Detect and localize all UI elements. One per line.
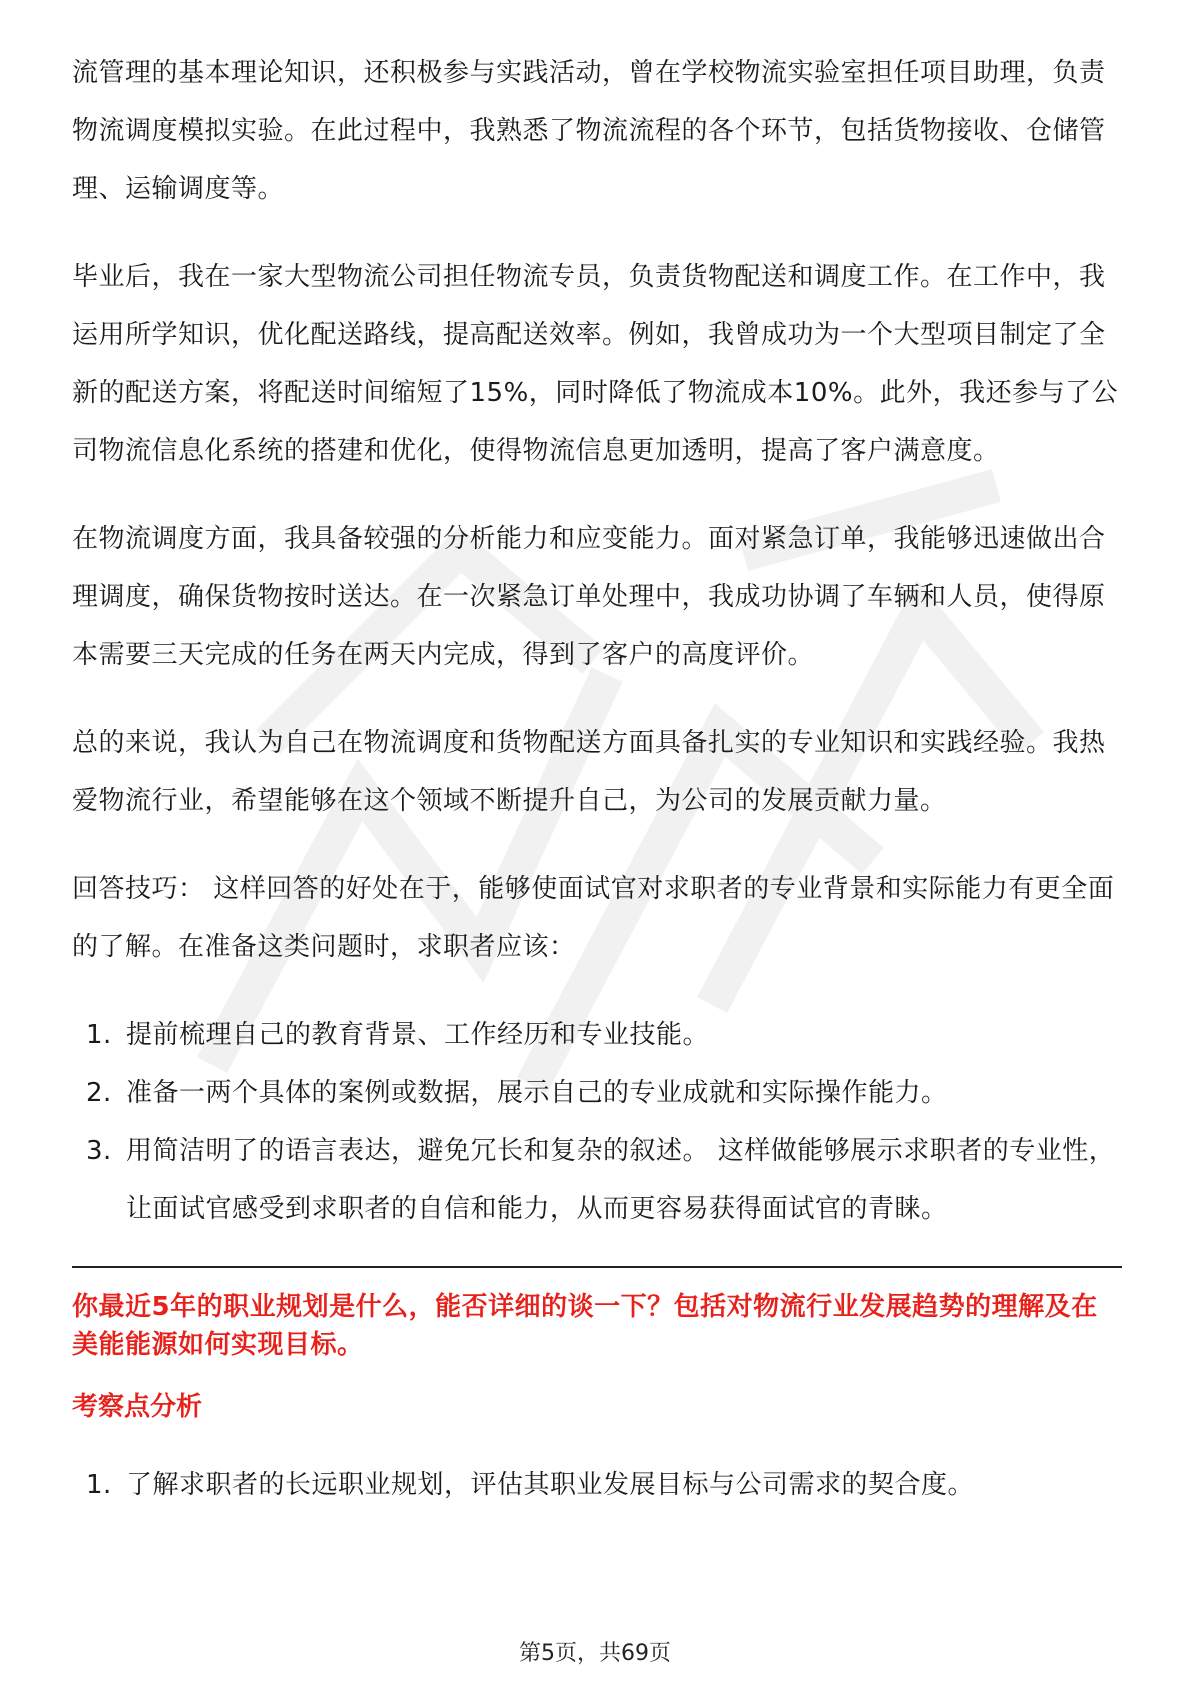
body-paragraph: 流管理的基本理论知识，还积极参与实践活动，曾在学校物流实验室担任项目助理，负责物流调度模拟实验。在此过程中，我熟悉了物流流程的各个环节，包括货物接收、仓储管理、运输调度等。 [72, 58, 1106, 204]
list-item-text: 了解求职者的长远职业规划，评估其职业发展目标与公司需求的契合度。 [126, 1470, 975, 1500]
body-paragraph: 在物流调度方面，我具备较强的分析能力和应变能力。面对紧急订单，我能够迅速做出合理调度，确保货物按时送达。在一次紧急订单处理中，我成功协调了车辆和人员，使得原本需要三天完成的任务在两天内完成，得到了客户的高度评价。 [72, 524, 1106, 670]
section-heading: 考察点分析 [72, 1392, 203, 1422]
analysis-list [72, 1456, 1122, 1514]
list-item-text: 用简洁明了的语言表达，避免冗长和复杂的叙述。 这样做能够展示求职者的专业性，让面试官感受到求职者的自信和能力，从而更容易获得面试官的青睐。 [126, 1136, 1116, 1224]
list-item [72, 1064, 1122, 1122]
section-divider [72, 1266, 1122, 1268]
list-item [72, 1122, 1122, 1238]
body-paragraph: 总的来说，我认为自己在物流调度和货物配送方面具备扎实的专业知识和实践经验。我热爱物流行业，希望能够在这个领域不断提升自己，为公司的发展贡献力量。 [72, 728, 1106, 816]
list-item [72, 1006, 1122, 1064]
list-number: 2. [86, 1078, 112, 1108]
page-footer: 第5页，共69页 [519, 1641, 671, 1666]
main-content [72, 44, 1122, 1542]
tips-list [72, 1006, 1122, 1238]
list-number: 1. [86, 1470, 112, 1500]
interview-question: 你最近5年的职业规划是什么，能否详细的谈一下？包括对物流行业发展趋势的理解及在美能能源如何实现目标。 [72, 1292, 1098, 1360]
body-paragraph: 毕业后，我在一家大型物流公司担任物流专员，负责货物配送和调度工作。在工作中，我运用所学知识，优化配送路线，提高配送效率。例如，我曾成功为一个大型项目制定了全新的配送方案，将配送时间缩短了15%，同时降低了物流成本10%。此外，我还参与了公司物流信息化系统的搭建和优化，使得物流信息更加透明，提高了客户满意度。 [72, 262, 1119, 466]
list-number: 3. [86, 1136, 112, 1166]
answer-tips-paragraph: 回答技巧： 这样回答的好处在于，能够使面试官对求职者的专业背景和实际能力有更全面的了解。在准备这类问题时，求职者应该： [72, 874, 1115, 962]
list-number: 1. [86, 1020, 112, 1050]
list-item-text: 准备一两个具体的案例或数据，展示自己的专业成就和实际操作能力。 [126, 1078, 948, 1108]
list-item-text: 提前梳理自己的教育背景、工作经历和专业技能。 [126, 1020, 710, 1050]
list-item [72, 1456, 1122, 1514]
